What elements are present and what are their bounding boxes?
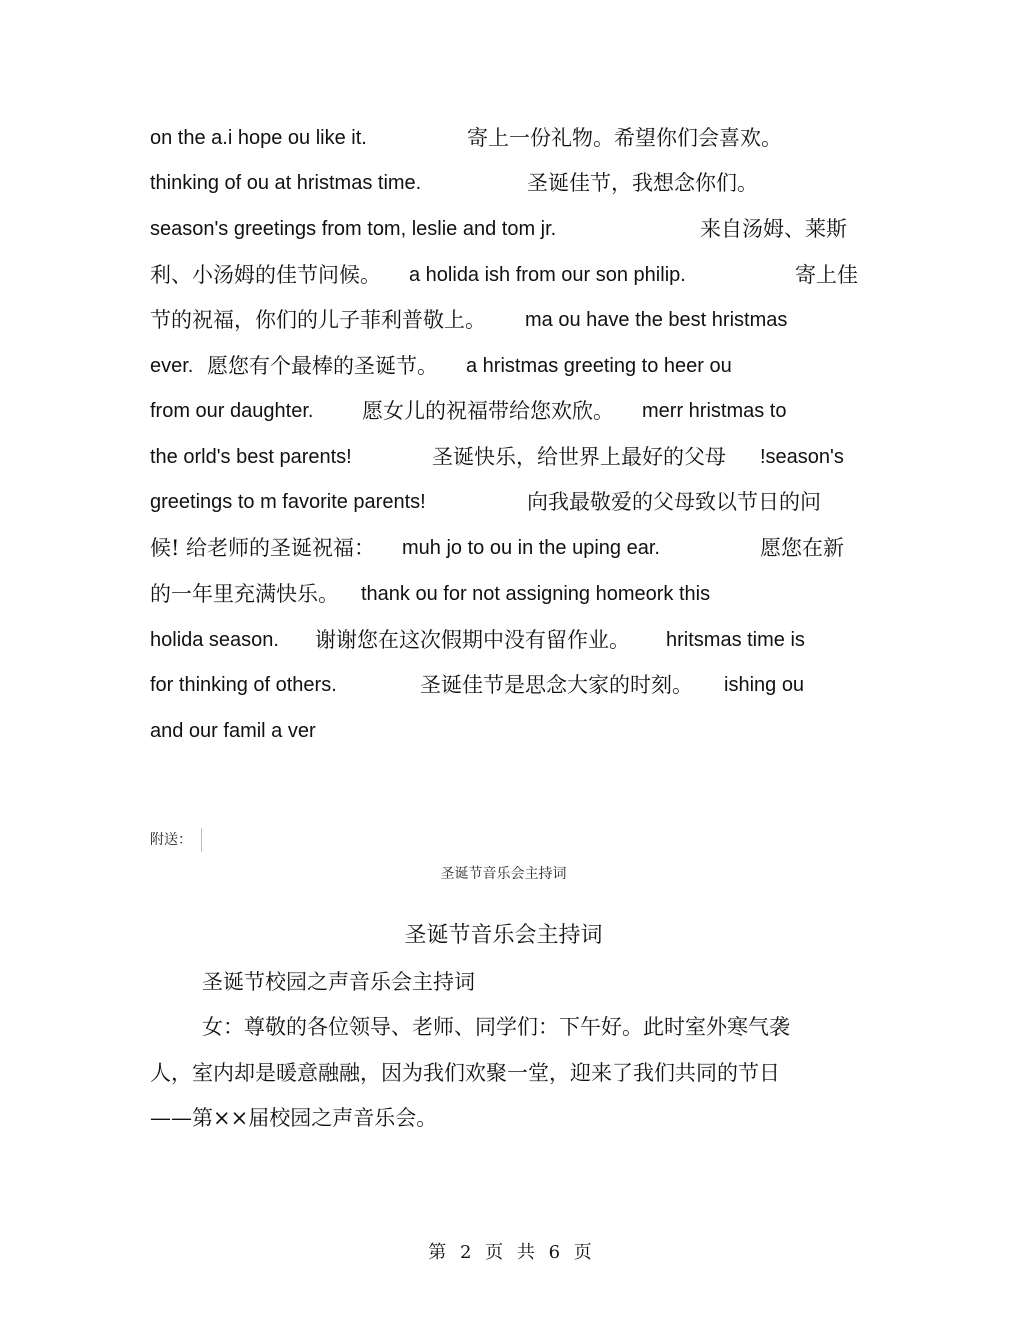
text-segment: 的一年里充满快乐。 bbox=[150, 582, 339, 606]
text-segment: !season's bbox=[760, 446, 844, 468]
paragraph-body-1: 女：尊敬的各位领导、老师、同学们：下午好。此时室外寒气袭 bbox=[202, 1015, 790, 1039]
text-line bbox=[0, 123, 1024, 153]
text-line bbox=[0, 442, 1024, 472]
text-line bbox=[0, 305, 1024, 335]
page-footer: 第 2 页 共 6 页 bbox=[428, 1242, 592, 1263]
text-segment: 愿您在新 bbox=[760, 536, 844, 560]
text-line bbox=[0, 670, 1024, 700]
text-segment: 候! bbox=[150, 536, 180, 560]
text-segment: for thinking of others. bbox=[150, 674, 337, 696]
text-segment: 圣诞佳节，我想念你们。 bbox=[527, 171, 758, 195]
text-segment: muh jo to ou in the uping ear. bbox=[402, 537, 660, 559]
text-segment: merr hristmas to bbox=[642, 400, 787, 422]
text-segment: 愿您有个最棒的圣诞节。 bbox=[207, 354, 438, 378]
appendix-label: 附送： bbox=[150, 832, 192, 848]
text-cursor-bar bbox=[201, 828, 202, 852]
text-line bbox=[0, 625, 1024, 655]
text-line bbox=[0, 533, 1024, 563]
text-segment: on the a.i hope ou like it. bbox=[150, 127, 367, 149]
text-line bbox=[0, 487, 1024, 517]
text-segment: ishing ou bbox=[724, 674, 805, 696]
text-segment: 寄上佳 bbox=[795, 263, 858, 287]
text-line bbox=[0, 214, 1024, 244]
text-segment: from our daughter. bbox=[150, 400, 314, 422]
text-segment: hritsmas time is bbox=[666, 629, 805, 651]
paragraph-body-2: 人，室内却是暖意融融，因为我们欢聚一堂，迎来了我们共同的节日 bbox=[150, 1061, 780, 1085]
paragraph-body-3: ——第××届校园之声音乐会。 bbox=[150, 1106, 438, 1130]
text-segment: ever. bbox=[150, 355, 194, 377]
text-segment: 节的祝福，你们的儿子菲利普敬上。 bbox=[150, 308, 486, 332]
text-line bbox=[0, 260, 1024, 290]
text-segment: holida season. bbox=[150, 629, 279, 651]
text-line bbox=[0, 716, 1024, 746]
text-segment: thinking of ou at hristmas time. bbox=[150, 172, 422, 194]
text-segment: 来自汤姆、莱斯 bbox=[700, 217, 847, 241]
text-segment: 愿女儿的祝福带给您欢欣。 bbox=[362, 399, 614, 423]
text-segment: a hristmas greeting to heer ou bbox=[466, 355, 732, 377]
text-segment: the orld's best parents! bbox=[150, 446, 352, 468]
text-line bbox=[0, 396, 1024, 426]
text-segment: ma ou have the best hristmas bbox=[525, 309, 788, 331]
text-line bbox=[0, 168, 1024, 198]
paragraph-subtitle: 圣诞节校园之声音乐会主持词 bbox=[202, 970, 475, 994]
section-title: 圣诞节音乐会主持词 bbox=[404, 923, 603, 948]
text-segment: 利、小汤姆的佳节问候。 bbox=[150, 263, 381, 287]
text-segment: 圣诞快乐，给世界上最好的父母 bbox=[432, 445, 726, 469]
text-segment: 向我最敬爱的父母致以节日的问 bbox=[527, 490, 821, 514]
text-segment: 圣诞佳节是思念大家的时刻。 bbox=[420, 673, 693, 697]
text-segment: 给老师的圣诞祝福： bbox=[186, 536, 375, 560]
text-segment: 谢谢您在这次假期中没有留作业。 bbox=[315, 628, 630, 652]
text-segment: and our famil a ver bbox=[150, 720, 316, 742]
text-segment: a holida ish from our son philip. bbox=[409, 264, 686, 286]
appendix-small-title: 圣诞节音乐会主持词 bbox=[440, 866, 567, 882]
text-segment: greetings to m favorite parents! bbox=[150, 491, 426, 513]
text-segment: thank ou for not assigning homeork this bbox=[361, 583, 711, 605]
text-line bbox=[0, 351, 1024, 381]
text-segment: season's greetings from tom, leslie and tom jr. bbox=[150, 218, 557, 240]
text-segment: 寄上一份礼物。希望你们会喜欢。 bbox=[467, 126, 782, 150]
text-line bbox=[0, 579, 1024, 609]
